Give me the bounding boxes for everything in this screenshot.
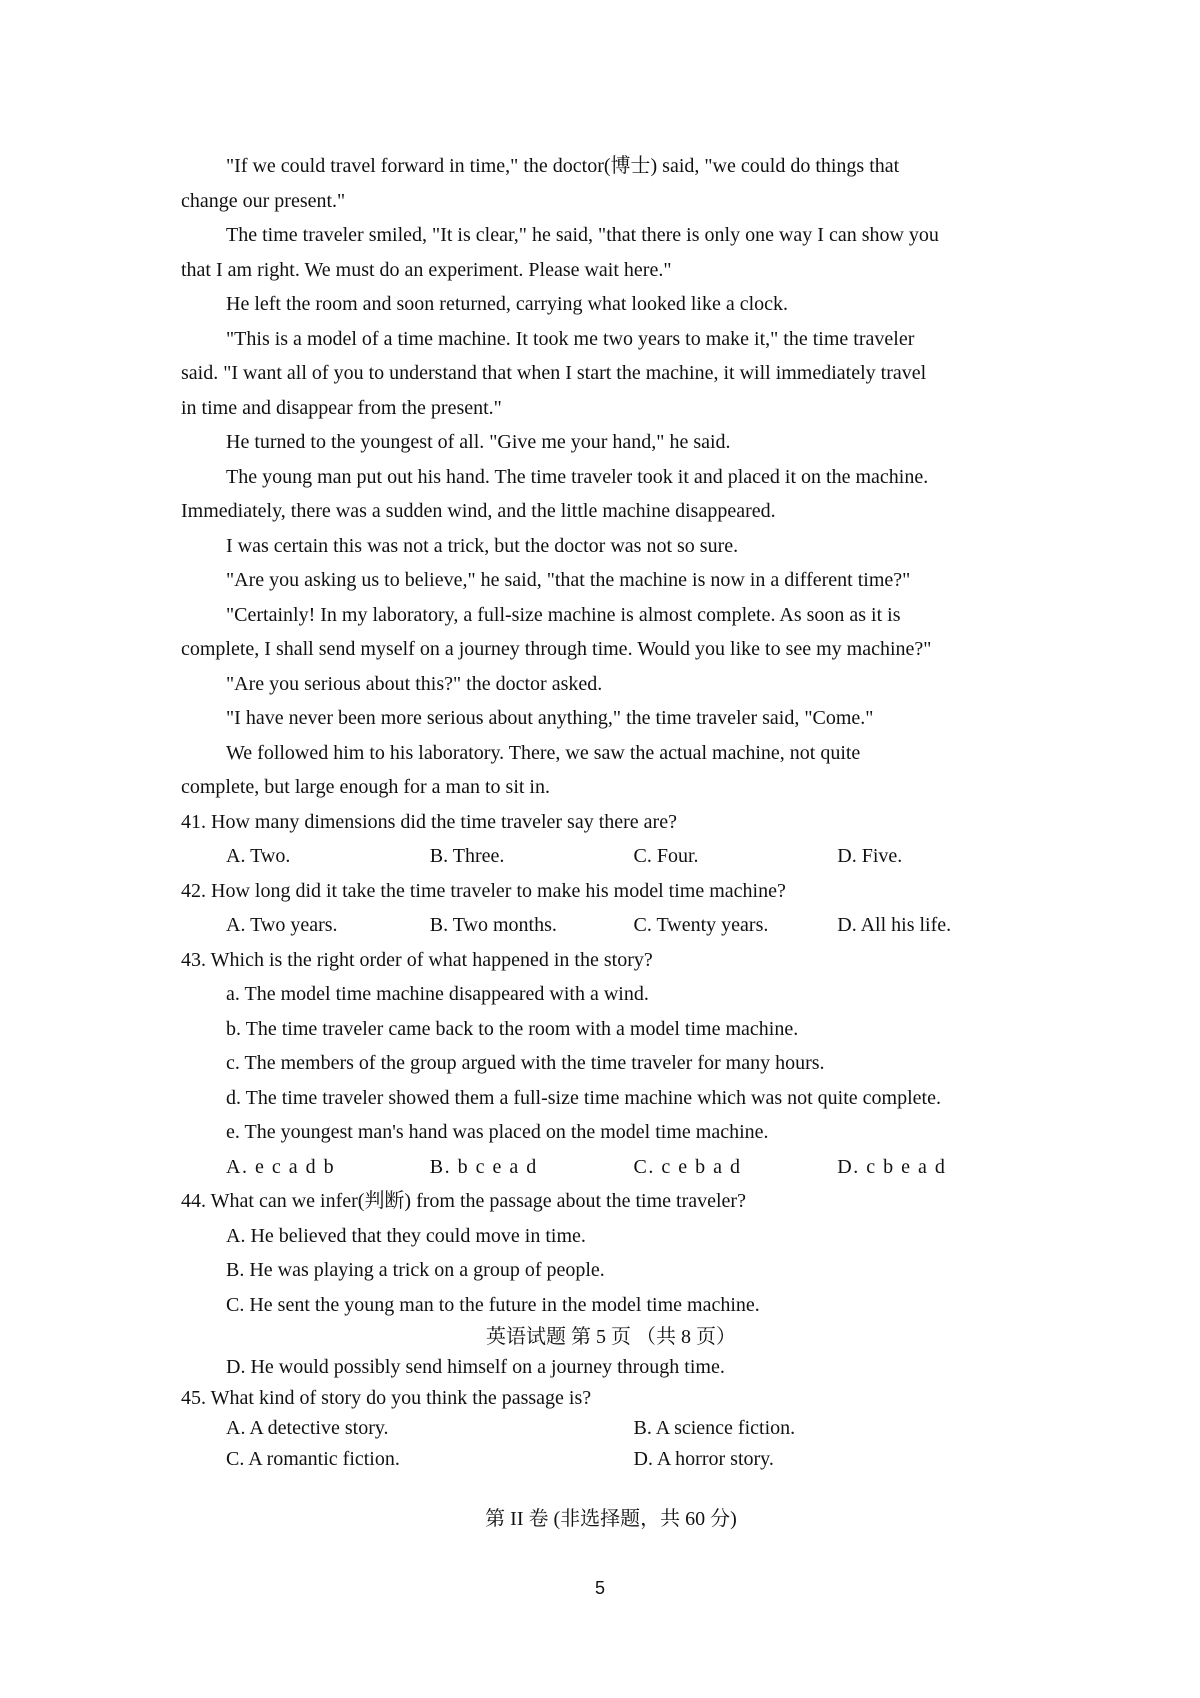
q43-option-c: C. c e b a d bbox=[633, 1155, 742, 1178]
q42-option-c: C. Twenty years. bbox=[633, 914, 769, 936]
q41-option-d: D. Five. bbox=[837, 845, 903, 867]
continued-block bbox=[181, 1352, 1041, 1474]
passage-line: change our present." bbox=[181, 189, 346, 212]
passage-line: complete, but large enough for a man to sit in. bbox=[181, 776, 550, 798]
passage-line: I was certain this was not a trick, but the doctor was not so sure. bbox=[226, 534, 739, 557]
passage-line: "This is a model of a time machine. It took me two years to make it," the time traveler bbox=[226, 327, 915, 350]
passage-line: "I have never been more serious about anything," the time traveler said, "Come." bbox=[226, 707, 874, 729]
passage-line: We followed him to his laboratory. There, we saw the actual machine, not quite bbox=[226, 741, 861, 764]
passage-line: He turned to the youngest of all. "Give me your hand," he said. bbox=[226, 431, 731, 453]
question-45 bbox=[181, 1383, 1041, 1475]
passage-line: complete, I shall send myself on a journey through time. Would you like to see my machine?" bbox=[181, 638, 932, 660]
question-41-stem: 41. How many dimensions did the time traveler say there are? bbox=[181, 810, 677, 833]
question-44 bbox=[181, 1184, 1041, 1322]
q43-event-b: b. The time traveler came back to the room with a model time machine. bbox=[226, 1017, 799, 1040]
q44-option-a: A. He believed that they could move in time. bbox=[226, 1224, 586, 1247]
passage-line: in time and disappear from the present." bbox=[181, 396, 502, 419]
q44-option-d: D. He would possibly send himself on a journey through time. bbox=[226, 1356, 725, 1378]
passage-line: said. "I want all of you to understand that when I start the machine, it will immediately travel bbox=[181, 362, 927, 384]
q44-option-c: C. He sent the young man to the future in the model time machine. bbox=[226, 1293, 760, 1316]
q43-option-d: D. c b e a d bbox=[837, 1155, 947, 1178]
q44-option-b: B. He was playing a trick on a group of people. bbox=[226, 1259, 605, 1281]
q43-option-b: B. b c e a d bbox=[429, 1155, 538, 1178]
question-45-options-row-1 bbox=[181, 1413, 1041, 1444]
q42-option-b: B. Two months. bbox=[429, 914, 557, 936]
q43-option-a: A. e c a d b bbox=[226, 1155, 336, 1178]
q43-event-e: e. The youngest man's hand was placed on the model time machine. bbox=[226, 1121, 769, 1143]
passage-line: The time traveler smiled, "It is clear," he said, "that there is only one way I can show you bbox=[226, 224, 939, 246]
question-42-options bbox=[181, 908, 1041, 943]
passage-line: Immediately, there was a sudden wind, and the little machine disappeared. bbox=[181, 500, 776, 522]
reading-passage bbox=[181, 149, 1041, 805]
page-content bbox=[181, 149, 1041, 1537]
question-41 bbox=[181, 805, 1041, 874]
q41-option-c: C. Four. bbox=[633, 845, 699, 867]
question-43-stem: 43. Which is the right order of what happened in the story? bbox=[181, 948, 653, 971]
passage-line: "Are you asking us to believe," he said, "that the machine is now in a different time?" bbox=[226, 569, 911, 591]
passage-line: "Certainly! In my laboratory, a full-size machine is almost complete. As soon as it is bbox=[226, 603, 901, 626]
q45-option-b: B. A science fiction. bbox=[633, 1417, 796, 1439]
question-42-stem: 42. How long did it take the time traveler to make his model time machine? bbox=[181, 879, 786, 902]
question-43-options bbox=[181, 1150, 1041, 1185]
q41-option-a: A. Two. bbox=[226, 845, 291, 867]
passage-line: He left the room and soon returned, carrying what looked like a clock. bbox=[226, 293, 789, 315]
passage-line: The young man put out his hand. The time traveler took it and placed it on the machine. bbox=[226, 465, 929, 488]
question-42 bbox=[181, 874, 1041, 943]
q43-event-c: c. The members of the group argued with the time traveler for many hours. bbox=[226, 1052, 825, 1074]
passage-line: "If we could travel forward in time," the doctor(博士) said, "we could do things that bbox=[226, 155, 900, 177]
q43-event-d: d. The time traveler showed them a full-size time machine which was not quite complete. bbox=[226, 1086, 941, 1109]
q42-option-a: A. Two years. bbox=[226, 914, 338, 936]
section-title: 第 II 卷 (非选择题，共 60 分) bbox=[485, 1508, 737, 1530]
question-43 bbox=[181, 943, 1041, 1185]
q45-option-d: D. A horror story. bbox=[633, 1447, 774, 1470]
passage-line: that I am right. We must do an experiment. Please wait here." bbox=[181, 258, 672, 281]
question-44-stem: 44. What can we infer(判断) from the passage about the time traveler? bbox=[181, 1190, 746, 1212]
page-number: 5 bbox=[594, 1578, 605, 1598]
question-45-stem: 45. What kind of story do you think the passage is? bbox=[181, 1386, 592, 1409]
inline-page-footer: 英语试题 第 5 页 （共 8 页） bbox=[486, 1326, 736, 1348]
q45-option-a: A. A detective story. bbox=[226, 1417, 389, 1439]
q42-option-d: D. All his life. bbox=[837, 914, 952, 936]
passage-line: "Are you serious about this?" the doctor asked. bbox=[226, 672, 603, 695]
question-41-options bbox=[181, 839, 1041, 874]
question-45-options-row-2 bbox=[181, 1444, 1041, 1475]
q41-option-b: B. Three. bbox=[429, 845, 505, 867]
q45-option-c: C. A romantic fiction. bbox=[226, 1447, 400, 1470]
q43-event-a: a. The model time machine disappeared with a wind. bbox=[226, 983, 649, 1005]
